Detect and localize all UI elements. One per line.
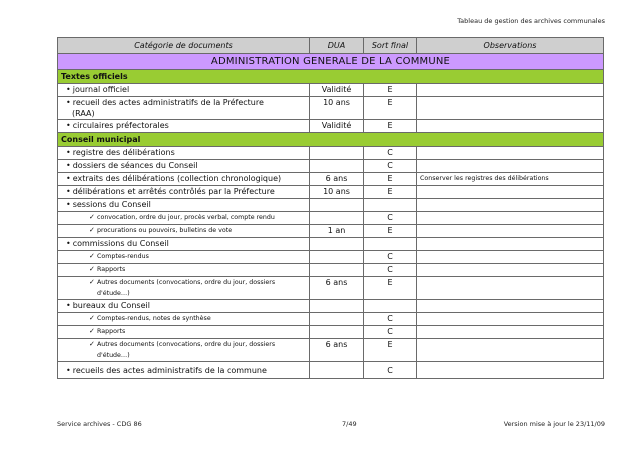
row-label: • bureaux du Conseil [58,300,310,313]
row-sort: C [364,264,417,277]
row-sort: E [364,84,417,97]
row-obs [417,160,604,173]
table-title: ADMINISTRATION GENERALE DE LA COMMUNE [58,54,604,70]
row-dua: 1 an [310,225,364,238]
footer-left: Service archives - CDG 86 [57,420,142,428]
row-label: • commissions du Conseil [58,238,310,251]
row-dua: Validité [310,84,364,97]
row-dua [310,326,364,339]
row-dua [310,251,364,264]
row-dua: 6 ans [310,173,364,186]
row-sublabel: ✓ Rapports [58,264,310,277]
row-label: • sessions du Conseil [58,199,310,212]
table-header-row [58,38,604,54]
section-row [58,70,604,84]
row-sort: C [364,147,417,160]
row-dua: Validité [310,120,364,133]
row-sort: C [364,212,417,225]
checkmark-icon: ✓ [89,327,95,335]
table-row [58,313,604,326]
row-sublabel: ✓ Autres documents (convocations, ordre du jour, dossiers d'étude…) [58,277,310,300]
row-sort: E [364,97,417,120]
row-sort: E [364,339,417,362]
row-obs [417,120,604,133]
table-row [58,147,604,160]
row-label-line1: • recueil des actes administratifs de la Préfecture [66,97,306,108]
row-sort: C [364,251,417,264]
row-dua [310,264,364,277]
table-row [58,326,604,339]
header-note: Tableau de gestion des archives communales [457,17,605,25]
row-obs: Conserver les registres des délibérations [417,173,604,186]
row-sublabel: ✓ procurations ou pouvoirs, bulletins de vote [58,225,310,238]
row-sublabel: ✓ Comptes-rendus [58,251,310,264]
row-dua [310,313,364,326]
table-row [58,186,604,199]
row-sort: E [364,277,417,300]
row-label: • registre des délibérations [58,147,310,160]
retention-table [57,37,604,379]
col-header-sort-final: Sort final [364,38,417,54]
table-row [58,251,604,264]
table-row [58,339,604,362]
row-label: • recueils des actes administratifs de la commune [58,362,310,379]
table-row [58,264,604,277]
checkmark-icon: ✓ [89,314,95,322]
row-dua [310,147,364,160]
row-dua: 10 ans [310,97,364,120]
row-sort: C [364,160,417,173]
table-row [58,84,604,97]
checkmark-icon: ✓ [89,340,95,348]
table-row [58,160,604,173]
row-label: • circulaires préfectorales [58,120,310,133]
table-row [58,300,604,313]
row-sort: C [364,313,417,326]
row-dua [310,362,364,379]
row-label: • journal officiel [58,84,310,97]
row-label-line2: (RAA) [72,109,95,118]
table-row [58,362,604,379]
row-dua: 6 ans [310,339,364,362]
checkmark-icon: ✓ [89,252,95,260]
row-label: • dossiers de séances du Conseil [58,160,310,173]
checkmark-icon: ✓ [89,226,95,234]
row-label: • extraits des délibérations (collection chronologique) [58,173,310,186]
footer-right: Version mise à jour le 23/11/09 [503,420,605,428]
section-title: Textes officiels [58,70,604,84]
table-row [58,225,604,238]
row-obs [417,186,604,199]
row-dua: 6 ans [310,277,364,300]
table-row [58,212,604,225]
row-label: • délibérations et arrêtés contrôlés par la Préfecture [58,186,310,199]
table-row [58,120,604,133]
row-sort: C [364,362,417,379]
page-number: 7/49 [342,420,357,428]
table-row [58,277,604,300]
section-row [58,133,604,147]
table-row [58,199,604,212]
row-dua [310,212,364,225]
row-sort: E [364,225,417,238]
row-sort: E [364,120,417,133]
table-title-row [58,54,604,70]
row-sort: E [364,173,417,186]
table-row [58,173,604,186]
section-title: Conseil municipal [58,133,604,147]
col-header-observations: Observations [417,38,604,54]
col-header-dua: DUA [310,38,364,54]
row-sublabel: ✓ Rapports [58,326,310,339]
row-sublabel: ✓ Autres documents (convocations, ordre du jour, dossiers d'étude…) [58,339,310,362]
row-obs [417,147,604,160]
table-row [58,238,604,251]
row-obs [417,84,604,97]
row-sort: C [364,326,417,339]
checkmark-icon: ✓ [89,278,95,286]
row-dua [310,160,364,173]
checkmark-icon: ✓ [89,213,95,221]
row-sublabel: ✓ Comptes-rendus, notes de synthèse [58,313,310,326]
row-sublabel: ✓ convocation, ordre du jour, procès verbal, compte rendu [58,212,310,225]
col-header-categorie: Catégorie de documents [58,38,310,54]
row-obs [417,97,604,120]
row-sort: E [364,186,417,199]
row-label [58,97,310,120]
checkmark-icon: ✓ [89,265,95,273]
table-row [58,97,604,120]
row-dua: 10 ans [310,186,364,199]
